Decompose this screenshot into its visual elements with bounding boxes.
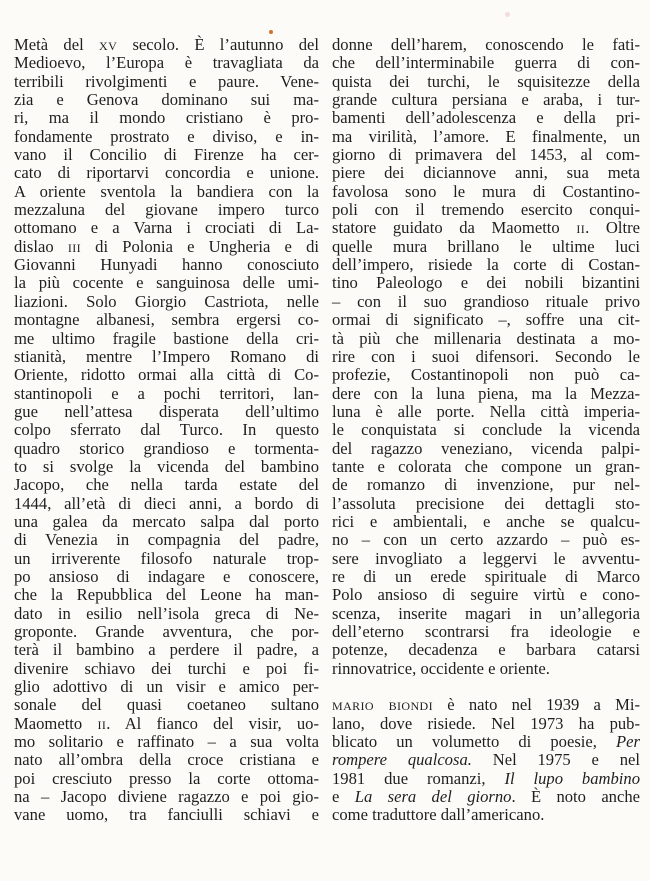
small-caps-text: xv	[99, 35, 118, 54]
text-line	[332, 770, 640, 788]
body-text: del ragazzo veneziano, vicenda palpi-	[332, 438, 640, 458]
body-text: bamenti dell’adolescenza e della pri-	[332, 108, 640, 128]
text-line	[332, 495, 640, 513]
body-text: statore guidato da Maometto	[332, 218, 577, 238]
body-text: groponte. Grande avventura, che por-	[14, 622, 319, 641]
text-line	[332, 256, 640, 274]
body-text: che la Repubblica del Leone ha man-	[14, 585, 319, 605]
body-text: una galea da mercato salpa dal porto	[14, 511, 319, 531]
text-line	[14, 219, 319, 237]
body-text: . Al fianco del visir, uo-	[106, 713, 320, 733]
body-text: stianità, mentre l’Impero Romano di	[14, 346, 319, 366]
body-text: liazioni. Solo Giorgio Castriota, nelle	[14, 291, 319, 311]
body-text: vano il Concilio di Firenze ha cer-	[14, 145, 319, 165]
text-line	[332, 476, 640, 494]
text-line	[332, 458, 640, 476]
scan-speck	[505, 12, 510, 17]
body-text: quista dei turchi, le squisitezze della	[332, 71, 640, 91]
body-text: na – Jacopo diviene ragazzo e poi gio-	[14, 787, 319, 807]
body-text: montagne albanesi, sembra ergersi co-	[14, 310, 319, 330]
body-text: mo solitario e raffinato – a sua volta	[14, 732, 319, 752]
body-text: Giovanni Hunyadi hanno conosciuto	[14, 255, 319, 275]
text-line	[14, 568, 319, 586]
text-line	[14, 715, 319, 733]
text-line	[14, 623, 319, 641]
italic-text: Per	[616, 732, 640, 752]
text-line	[14, 421, 319, 439]
text-line	[14, 385, 319, 403]
text-line	[332, 36, 640, 54]
text-line	[14, 146, 319, 164]
body-text: terà il bambino a perdere il padre, a	[14, 640, 319, 660]
text-line	[332, 623, 640, 641]
body-text: sere invogliato a leggervi le avventu-	[332, 548, 640, 568]
text-line	[332, 109, 640, 127]
text-line	[332, 421, 640, 439]
body-text: grande cultura persiana e araba, i tur-	[332, 90, 640, 110]
text-line	[332, 403, 640, 421]
text-line	[332, 513, 640, 531]
text-line	[14, 73, 319, 91]
text-line	[14, 164, 319, 182]
text-line	[332, 696, 640, 714]
text-line	[332, 788, 640, 806]
body-text: ri, ma il mondo cristiano è pro-	[14, 108, 319, 128]
body-text: luna è alle porte. Nella città imperia-	[332, 401, 640, 421]
text-line	[14, 256, 319, 274]
text-line	[332, 751, 640, 769]
body-text: di Polonia e Ungheria e di	[81, 236, 319, 256]
body-text: le conquistata si conclude la vicenda	[332, 420, 640, 440]
body-text: – con il suo grandioso rituale privo	[332, 291, 640, 311]
body-text: rinnovatrice, occidente e oriente.	[332, 658, 550, 678]
body-text: un irriverente filosofo naturale trop-	[14, 548, 319, 568]
body-text: divenire schiavo dei turchi e poi fi-	[14, 658, 319, 678]
text-line	[14, 36, 319, 54]
body-text: vane uomo, tra fanciulli schiavi e	[14, 805, 319, 825]
body-text: . Oltre	[585, 218, 640, 238]
body-text: è nato nel 1939 a Mi-	[433, 695, 641, 715]
italic-text: La sera del giorno	[354, 787, 512, 807]
text-line	[14, 238, 319, 256]
body-text: ormai di significato –, soffre una cit-	[332, 310, 640, 330]
text-line	[14, 403, 319, 421]
text-line	[14, 586, 319, 604]
text-line	[332, 806, 640, 824]
text-line	[332, 201, 640, 219]
text-line	[332, 311, 640, 329]
body-text: dislao	[14, 236, 68, 256]
text-line	[14, 476, 319, 494]
body-text: gue nell’attesa disperata dell’ultimo	[14, 401, 319, 421]
text-line	[332, 660, 640, 678]
body-text: l’assoluta precisione dei dettagli sto-	[332, 493, 640, 513]
text-line	[332, 238, 640, 256]
text-line	[14, 660, 319, 678]
body-text: dato in esilio nell’isola greca di Ne-	[14, 603, 319, 623]
text-line	[332, 385, 640, 403]
text-line	[14, 128, 319, 146]
italic-text: Il lupo bambino	[504, 768, 640, 788]
body-text: fondamente prostrato e diviso, e in-	[14, 126, 319, 146]
body-text: blicato un volumetto di poesie,	[332, 732, 617, 752]
text-line	[332, 550, 640, 568]
body-text: dere con la luna piena, ma la Mezza-	[332, 383, 640, 403]
body-text: Oriente, ridotto ormai alla città di Co-	[14, 365, 319, 385]
text-line	[14, 274, 319, 292]
text-line	[332, 348, 640, 366]
text-line	[14, 678, 319, 696]
body-text: rici e ambientali, e anche se qualcu-	[332, 511, 640, 531]
body-text: A oriente sventola la bandiera con la	[14, 181, 319, 201]
body-text: lano, dove risiede. Nel 1973 ha pub-	[332, 713, 640, 733]
text-line	[332, 733, 640, 751]
body-text: zia e Genova dominano sui ma-	[14, 90, 319, 110]
body-text: secolo. È l’autunno del	[117, 35, 319, 54]
body-text: re di un erede spirituale di Marco	[332, 566, 640, 586]
body-text: Nel 1975 e nel	[471, 750, 640, 770]
text-line	[14, 641, 319, 659]
left-column	[14, 36, 319, 825]
body-text: giorno di primavera del 1453, al com-	[332, 145, 640, 165]
body-text: di Venezia in compagnia del padre,	[14, 530, 319, 550]
text-line	[14, 751, 319, 769]
body-text: dell’eterno scontrarsi fra ideologie e	[332, 622, 640, 641]
body-text: de romanzo di invenzione, pur nel-	[332, 475, 640, 495]
text-line	[332, 440, 640, 458]
text-line	[14, 770, 319, 788]
body-text: quelle mura brillano le ultime luci	[332, 236, 640, 256]
text-line	[332, 128, 640, 146]
small-caps-text: iii	[67, 236, 82, 256]
text-line	[14, 440, 319, 458]
text-line	[332, 91, 640, 109]
body-text: me ultimo fragile bastione della cri-	[14, 328, 319, 348]
text-line	[332, 605, 640, 623]
body-text: profezie, Costantinopoli non può ca-	[332, 365, 640, 385]
text-line	[14, 513, 319, 531]
body-text: sonale del quasi coetaneo sultano	[14, 695, 319, 715]
scan-speck	[269, 30, 273, 34]
text-line	[14, 91, 319, 109]
body-text: Medioevo, l’Europa è travagliata da	[14, 53, 319, 73]
body-text: ma virilità, l’amore. E finalmente, un	[332, 126, 640, 146]
body-text: potenze, decadenza e barbara catarsi	[332, 640, 640, 660]
body-text: tà più che millenaria destinata a mo-	[332, 328, 640, 348]
italic-text: rompere qualcosa.	[332, 750, 472, 770]
body-text: piere dei diciannove anni, sua meta	[332, 163, 640, 183]
text-line	[14, 788, 319, 806]
body-text: . È noto anche	[511, 787, 641, 807]
text-line	[332, 73, 640, 91]
body-text: Jacopo, che nella tarda estate del	[14, 475, 319, 495]
body-text: donne dell’harem, conoscendo le fati-	[332, 35, 640, 54]
body-text: glio adottivo di un visir e amico per-	[14, 677, 319, 697]
body-text: quadro storico grandioso e tormenta-	[14, 438, 319, 458]
body-text: dell’impero, risiede la corte di Costan-	[332, 255, 640, 275]
right-column	[332, 36, 640, 825]
body-text: mezzaluna del giovane impero turco	[14, 200, 319, 220]
text-line	[14, 183, 319, 201]
text-line	[14, 330, 319, 348]
text-line	[332, 164, 640, 182]
body-text: rire con i suoi difensori. Secondo le	[332, 346, 640, 366]
body-text: po ansioso di indagare e conoscere,	[14, 566, 319, 586]
text-line	[332, 54, 640, 72]
body-text: colpo sferrato dal Turco. In questo	[14, 420, 319, 440]
text-line	[14, 366, 319, 384]
body-text: poli con il tremendo esercito conqui-	[332, 200, 640, 220]
body-text: tino Paleologo e dei nobili bizantini	[332, 273, 640, 293]
text-line	[332, 219, 640, 237]
text-line	[14, 293, 319, 311]
text-line	[332, 531, 640, 549]
body-text: poi cresciuto presso la corte ottoma-	[14, 768, 319, 788]
text-line	[332, 274, 640, 292]
text-line	[14, 605, 319, 623]
small-caps-text: ii	[97, 713, 107, 733]
small-caps-text: mario biondi	[332, 695, 434, 715]
text-line	[332, 330, 640, 348]
body-text: terribili rivolgimenti e paure. Vene-	[14, 71, 319, 91]
text-line	[14, 201, 319, 219]
text-line	[332, 568, 640, 586]
text-line	[332, 366, 640, 384]
text-line	[14, 458, 319, 476]
text-line	[332, 293, 640, 311]
text-line	[332, 715, 640, 733]
paragraph-spacer	[332, 678, 640, 696]
body-text: ottomano e a Varna i crociati di La-	[14, 218, 319, 238]
body-text: cato di riportarvi concordia e unione.	[14, 163, 319, 183]
text-line	[14, 733, 319, 751]
body-text: 1444, all’età di dieci anni, a bordo di	[14, 493, 319, 513]
body-text: stantinopoli e a pochi territori, lan-	[14, 383, 319, 403]
body-text: 1981 due romanzi,	[332, 768, 505, 788]
body-text: scenza, inserite magari in un’allegoria	[332, 603, 640, 623]
text-line	[14, 495, 319, 513]
body-text: no – con un certo azzardo – può es-	[332, 530, 640, 550]
text-line	[14, 348, 319, 366]
text-line	[14, 550, 319, 568]
text-line	[14, 531, 319, 549]
body-text: e	[332, 787, 355, 807]
body-text: nato all’ombra della croce cristiana e	[14, 750, 319, 770]
text-line	[14, 696, 319, 714]
body-text: Metà del	[14, 35, 100, 54]
text-line	[332, 183, 640, 201]
body-text: Polo ansioso di seguire virtù e cono-	[332, 585, 640, 605]
text-line	[332, 586, 640, 604]
text-line	[14, 54, 319, 72]
text-line	[332, 146, 640, 164]
body-text: tante e colorata che compone un gran-	[332, 456, 640, 476]
text-line	[14, 311, 319, 329]
body-text: la più cocente e sanguinosa delle umi-	[14, 273, 319, 293]
body-text: favolosa sono le mura di Costantino-	[332, 181, 640, 201]
body-text: che dell’interminabile guerra di con-	[332, 53, 640, 73]
text-line	[14, 109, 319, 127]
text-line	[332, 641, 640, 659]
text-line	[14, 806, 319, 824]
body-text: come traduttore dall’americano.	[332, 805, 545, 825]
body-text: Maometto	[14, 713, 98, 733]
small-caps-text: ii	[576, 218, 586, 238]
body-text: to si svolge la vicenda del bambino	[14, 456, 319, 476]
